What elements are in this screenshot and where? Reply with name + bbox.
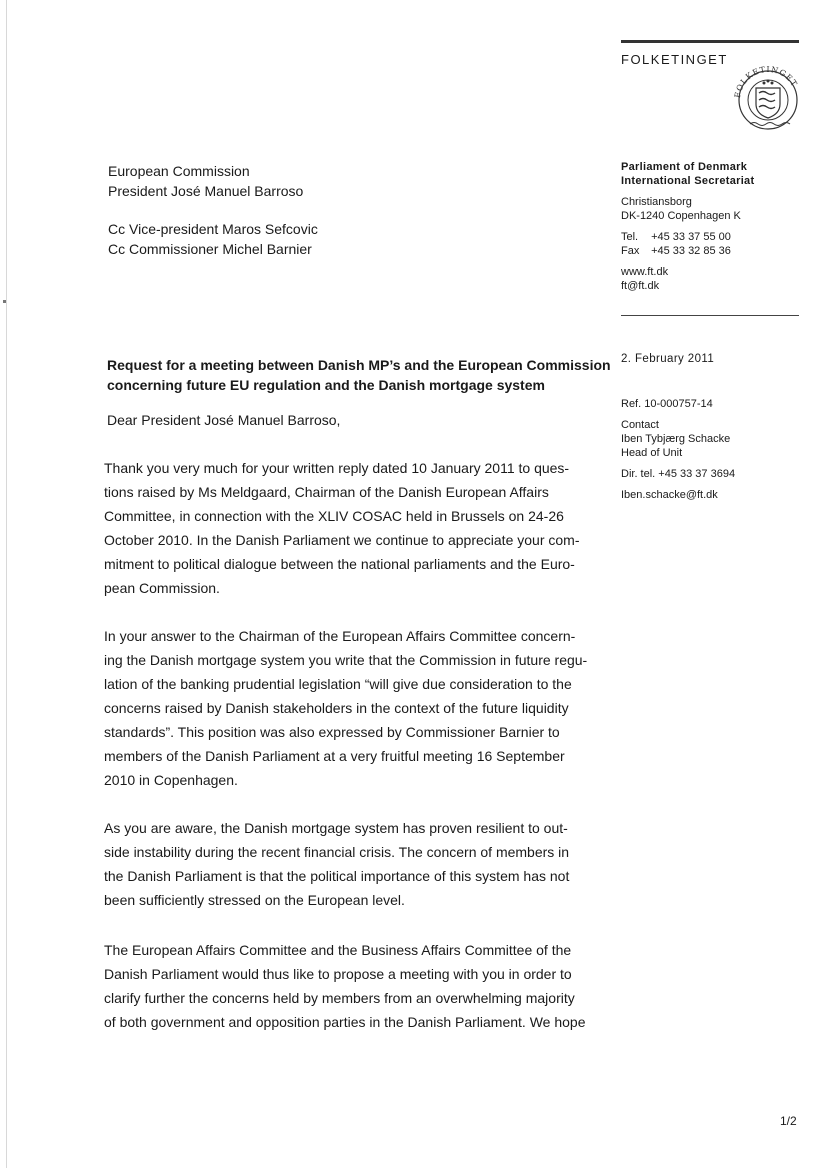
paragraph-3 [104, 816, 584, 912]
text-line: October 2010. In the Danish Parliament we continue to appreciate your com- [104, 532, 580, 548]
cc-block [108, 220, 318, 259]
paragraph-1 [104, 456, 584, 600]
recipient-line: European Commission [108, 163, 250, 179]
scan-margin-line [6, 0, 7, 1168]
text-line: In your answer to the Chairman of the European Affairs Committee concern- [104, 628, 576, 644]
recipient-block [108, 162, 303, 201]
contact-name: Iben Tybjærg Schacke [621, 433, 731, 445]
sender-website: www.ft.dk [621, 266, 669, 278]
parliament-seal-icon [726, 66, 810, 130]
contact-direct-phone: Dir. tel. +45 33 37 3694 [621, 468, 736, 480]
cc-line: Cc Commissioner Michel Barnier [108, 240, 312, 257]
brand-name: FOLKETINGET [621, 52, 728, 67]
text-line: 2010 in Copenhagen. [104, 772, 238, 788]
sender-email: ft@ft.dk [621, 280, 660, 292]
text-line: members of the Danish Parliament at a very fruitful meeting 16 September [104, 748, 565, 764]
text-line: been sufficiently stressed on the European level. [104, 892, 405, 908]
header-rule [621, 40, 799, 43]
cc-line: Cc Vice-president Maros Sefcovic [108, 221, 318, 237]
paragraph-2 [104, 624, 588, 792]
text-line: Committee, in connection with the XLIV COSAC held in Brussels on 24-26 [104, 508, 564, 524]
reference-number: Ref. 10-000757-14 [621, 398, 713, 410]
recipient-line: President José Manuel Barroso [108, 182, 304, 199]
sender-address: DK-1240 Copenhagen K [621, 210, 741, 222]
sender-unit: International Secretariat [621, 175, 755, 187]
text-line: of both government and opposition parties in the Danish Parliament. We hope [104, 1014, 586, 1030]
text-line: concerns raised by Danish stakeholders in the context of the future liquidity [104, 700, 569, 716]
text-line: the Danish Parliament is that the political importance of this system has not [104, 868, 570, 884]
text-line: standards”. This position was also expressed by Commissioner Barnier to [104, 724, 560, 740]
paragraph-4 [104, 938, 584, 1034]
page-number: 1/2 [780, 1114, 797, 1128]
text-line: lation of the banking prudential legislation “will give due consideration to the [104, 676, 572, 692]
text-line: side instability during the recent financial crisis. The concern of members in [104, 844, 570, 860]
text-line: The European Affairs Committee and the Business Affairs Committee of the [104, 942, 572, 958]
sender-fax: Fax +45 33 32 85 36 [621, 245, 731, 257]
letter-date: 2. February 2011 [621, 353, 715, 365]
text-line: Thank you very much for your written reply dated 10 January 2011 to ques- [104, 460, 570, 476]
reference-block [621, 397, 735, 502]
sender-org: Parliament of Denmark [621, 161, 748, 173]
svg-text:FOLKETINGET: FOLKETINGET [732, 66, 800, 99]
text-line: ing the Danish mortgage system you write that the Commission in future regu- [104, 652, 588, 668]
text-line: Danish Parliament would thus like to propose a meeting with you in order to [104, 966, 572, 982]
text-line: As you are aware, the Danish mortgage system has proven resilient to out- [104, 820, 568, 836]
sender-phone: Tel. +45 33 37 55 00 [621, 231, 731, 243]
contact-title: Head of Unit [621, 447, 683, 459]
contact-email: Iben.schacke@ft.dk [621, 489, 718, 501]
scan-margin-mark [3, 300, 6, 303]
text-line: tions raised by Ms Meldgaard, Chairman of the Danish European Affairs [104, 484, 549, 500]
subject-line: Request for a meeting between Danish MP’s and the European Commission [107, 357, 611, 373]
contact-label: Contact [621, 419, 659, 431]
text-line: pean Commission. [104, 580, 220, 596]
text-line: clarify further the concerns held by members from an overwhelming majority [104, 990, 575, 1006]
sender-divider [621, 315, 799, 316]
subject-line: concerning future EU regulation and the Danish mortgage system [107, 377, 545, 393]
letter-salutation: Dear President José Manuel Barroso, [107, 412, 341, 428]
letter-subject [107, 355, 612, 395]
sender-block [621, 160, 754, 293]
sender-address: Christiansborg [621, 196, 692, 208]
text-line: mitment to political dialogue between the national parliaments and the Euro- [104, 556, 575, 572]
